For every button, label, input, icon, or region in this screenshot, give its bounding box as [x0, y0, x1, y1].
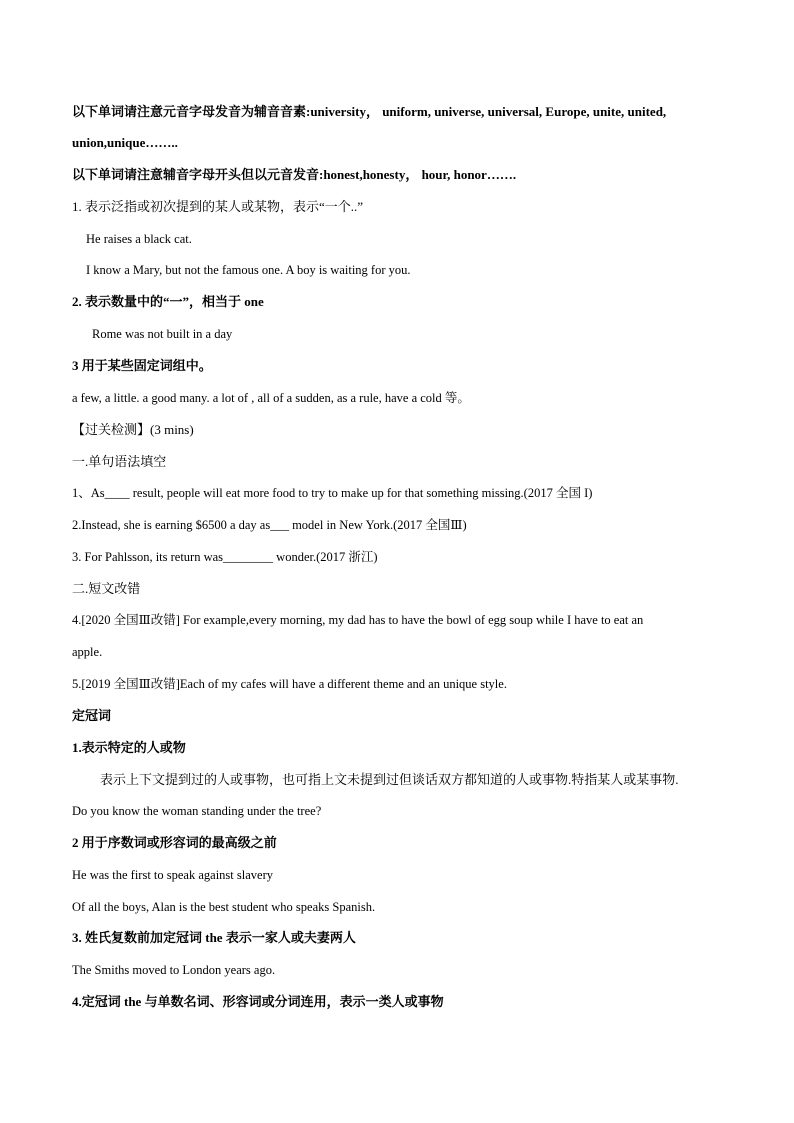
definite-article-heading: 定冠词 [72, 708, 112, 723]
example-sentence: Of all the boys, Alan is the best student who speaks Spanish. [72, 900, 376, 914]
exercise-item: 3. For Pahlsson, its return was________ wonder.(2017 浙江) [72, 550, 378, 564]
example-sentence: I know a Mary, but not the famous one. A boy is waiting for you. [86, 263, 411, 277]
vowel-consonant-note: 以下单词请注意元音字母发音为辅音音素:university， uniform, universe, universal, Europe, unite, united, [72, 104, 667, 119]
section-heading-error-correction: 二.短文改错 [72, 581, 141, 596]
section-heading-fill-in: 一.单句语法填空 [72, 454, 167, 469]
vowel-consonant-note-cont: union,unique…….. [72, 135, 178, 150]
rule-2-heading: 2. 表示数量中的“一”，相当于 one [72, 294, 264, 309]
exercise-item: 5.[2019 全国Ⅲ改错]Each of my cafes will have a different theme and an unique style. [72, 677, 507, 691]
exercise-item: 1、As____ result, people will eat more food to try to make up for that something missing.(2017 全国 I) [72, 486, 593, 500]
example-sentence: Do you know the woman standing under the tree? [72, 804, 322, 818]
checkpoint-heading: 【过关检测】(3 mins) [72, 422, 194, 437]
example-sentence: Rome was not built in a day [92, 327, 233, 341]
example-sentence: He was the first to speak against slavery [72, 868, 273, 882]
consonant-vowel-note: 以下单词请注意辅音字母开头但以元音发音:honest,honesty， hour, honor……. [72, 167, 517, 182]
example-sentence: He raises a black cat. [86, 232, 192, 246]
exercise-item-cont: apple. [72, 645, 103, 659]
def-rule-1-heading: 1.表示特定的人或物 [72, 740, 186, 755]
def-rule-1-explanation: 表示上下文提到过的人或事物，也可指上文未提到过但谈话双方都知道的人或事物.特指某人或某事物. [100, 772, 679, 787]
exercise-item: 4.[2020 全国Ⅲ改错] For example,every morning, my dad has to have the bowl of egg soup while I have to eat an [72, 613, 644, 627]
fixed-phrases: a few, a little. a good many. a lot of , all of a sudden, as a rule, have a cold 等。 [72, 391, 470, 405]
rule-3-heading: 3 用于某些固定词组中。 [72, 358, 212, 373]
rule-1-heading: 1. 表示泛指或初次提到的某人或某物，表示“一个..” [72, 199, 364, 214]
exercise-item: 2.Instead, she is earning $6500 a day as___ model in New York.(2017 全国Ⅲ) [72, 518, 467, 532]
def-rule-4-heading: 4.定冠词 the 与单数名词、形容词或分词连用，表示一类人或事物 [72, 994, 444, 1009]
def-rule-3-heading: 3. 姓氏复数前加定冠词 the 表示一家人或夫妻两人 [72, 930, 356, 945]
example-sentence: The Smiths moved to London years ago. [72, 963, 276, 977]
def-rule-2-heading: 2 用于序数词或形容词的最高级之前 [72, 835, 277, 850]
